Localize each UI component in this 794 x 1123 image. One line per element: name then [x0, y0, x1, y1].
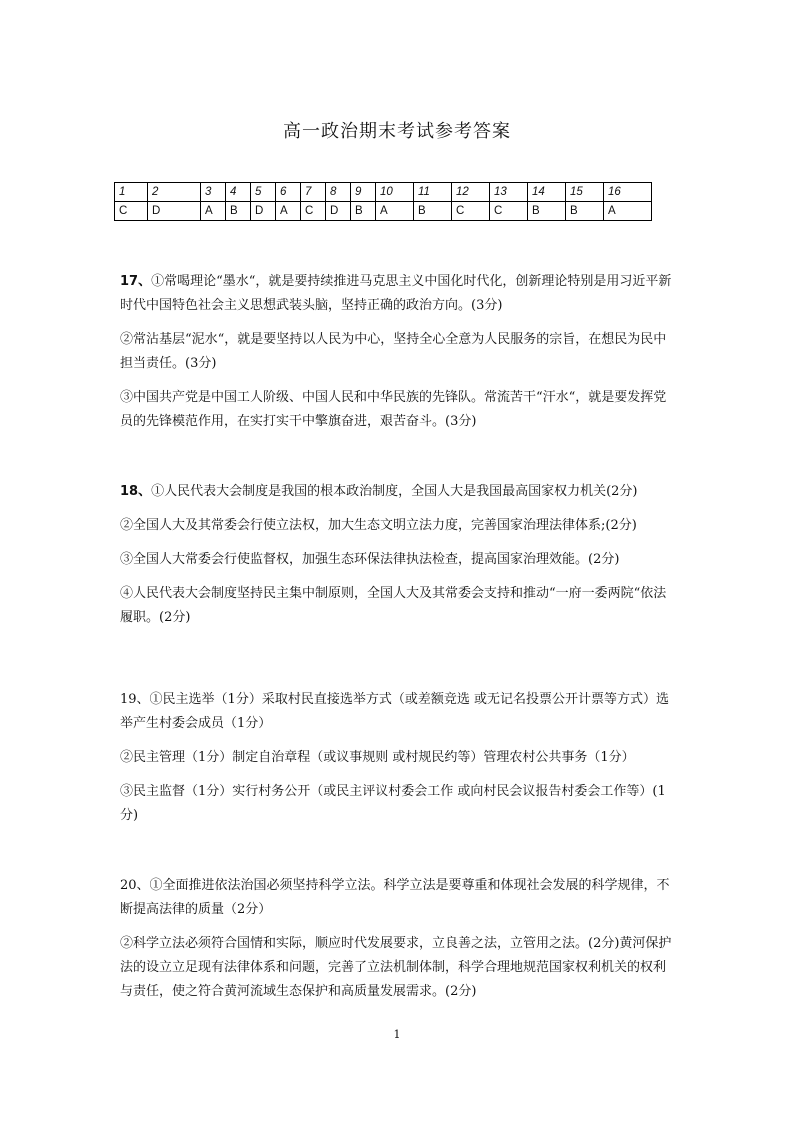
q17-number: 17、 [120, 274, 152, 289]
question-number: 16 [604, 183, 652, 202]
question-number: 7 [301, 183, 326, 202]
question-19 [120, 688, 676, 838]
page-number: 1 [393, 1028, 401, 1041]
answer-cell: A [604, 202, 652, 221]
q18-part-1 [120, 480, 676, 504]
q18-part-2: ②全国人大及其常委会行使立法权，加大生态文明立法力度，完善国家治理法律体系;(2分) [120, 518, 637, 533]
q18-part-4: ④人民代表大会制度坚持民主集中制原则，全国人大及其常委会支持和推动“一府一委两院“依法履职。(2分) [120, 586, 667, 625]
answer-cell: C [452, 202, 490, 221]
question-20 [120, 874, 676, 1014]
question-number: 12 [452, 183, 490, 202]
answer-cell: B [351, 202, 376, 221]
q20-part-2: ②科学立法必须符合国情和实际，顺应时代发展要求，立良善之法，立管用之法。(2分)黄河保护法的设立立足现有法律体系和问题，完善了立法机制体制，科学合理地规范国家权利机关的权利与责任，使之符合黄河流域生态保护和高质量发展需求。(2分) [120, 936, 672, 999]
question-18 [120, 480, 676, 640]
q18-text-1: ①人民代表大会制度是我国的根本政治制度，全国人大是我国最高国家权力机关(2分) [151, 484, 638, 499]
q17-part-2: ②常沾基层“泥水“，就是要坚持以人民为中心，坚持全心全意为人民服务的宗旨，在想民为民中担当责任。(3分) [120, 332, 667, 371]
q20-number: 20、 [120, 878, 150, 893]
question-number: 6 [276, 183, 301, 202]
question-number: 13 [490, 183, 528, 202]
question-number: 10 [376, 183, 414, 202]
q17-part-1 [120, 270, 676, 318]
answer-cell: B [414, 202, 452, 221]
q19-part-2: ②民主管理（1分）制定自治章程（或议事规则 或村规民约等）管理农村公共事务（1分） [120, 750, 635, 765]
q17-part-3: ③中国共产党是中国工人阶级、中国人民和中华民族的先锋队。常流苦干“汗水“，就是要发挥党员的先锋模范作用，在实打实干中擎旗奋进，艰苦奋斗。(3分) [120, 390, 667, 429]
answer-cell: A [276, 202, 301, 221]
q19-part-3: ③民主监督（1分）实行村务公开（或民主评议村委会工作 或向村民会议报告村委会工作等）(1分) [120, 784, 666, 823]
answer-cell: B [528, 202, 566, 221]
q19-text-1: ①民主选举（1分）采取村民直接选举方式（或差额竞选 或无记名投票公开计票等方式）选举产生村委会成员（1分） [120, 692, 669, 731]
answer-cell: C [301, 202, 326, 221]
question-number: 11 [414, 183, 452, 202]
answer-cell: A [201, 202, 226, 221]
page-title: 高一政治期末考试参考答案 [283, 121, 511, 142]
q19-number: 19、 [120, 692, 150, 707]
q20-text-1: ①全面推进依法治国必须坚持科学立法。科学立法是要尊重和体现社会发展的科学规律，不断提高法律的质量（2分） [120, 878, 670, 917]
answer-cell: A [376, 202, 414, 221]
q18-part-3: ③全国人大常委会行使监督权，加强生态环保法律执法检查，提高国家治理效能。(2分) [120, 552, 620, 567]
question-number: 3 [201, 183, 226, 202]
answer-cell: B [226, 202, 251, 221]
question-number: 14 [528, 183, 566, 202]
q17-text-1: ①常喝理论“墨水“，就是要持续推进马克思主义中国化时代化，创新理论特别是用习近平新时代中国特色社会主义思想武装头脑，坚持正确的政治方向。(3分) [120, 274, 672, 313]
answer-cell: B [566, 202, 604, 221]
answer-table-number-row [115, 183, 652, 202]
question-number: 9 [351, 183, 376, 202]
question-number: 4 [226, 183, 251, 202]
question-number: 1 [115, 183, 148, 202]
question-number: 8 [326, 183, 351, 202]
q20-part-1 [120, 874, 676, 922]
question-number: 5 [251, 183, 276, 202]
question-17 [120, 270, 676, 444]
question-number: 2 [148, 183, 201, 202]
q18-number: 18、 [120, 484, 152, 499]
answer-cell: D [148, 202, 201, 221]
question-number: 15 [566, 183, 604, 202]
q19-part-1 [120, 688, 676, 736]
answer-cell: D [251, 202, 276, 221]
answer-cell: C [115, 202, 148, 221]
answer-cell: C [490, 202, 528, 221]
answer-table [114, 182, 652, 221]
answer-cell: D [326, 202, 351, 221]
answer-table-answer-row [115, 202, 652, 221]
